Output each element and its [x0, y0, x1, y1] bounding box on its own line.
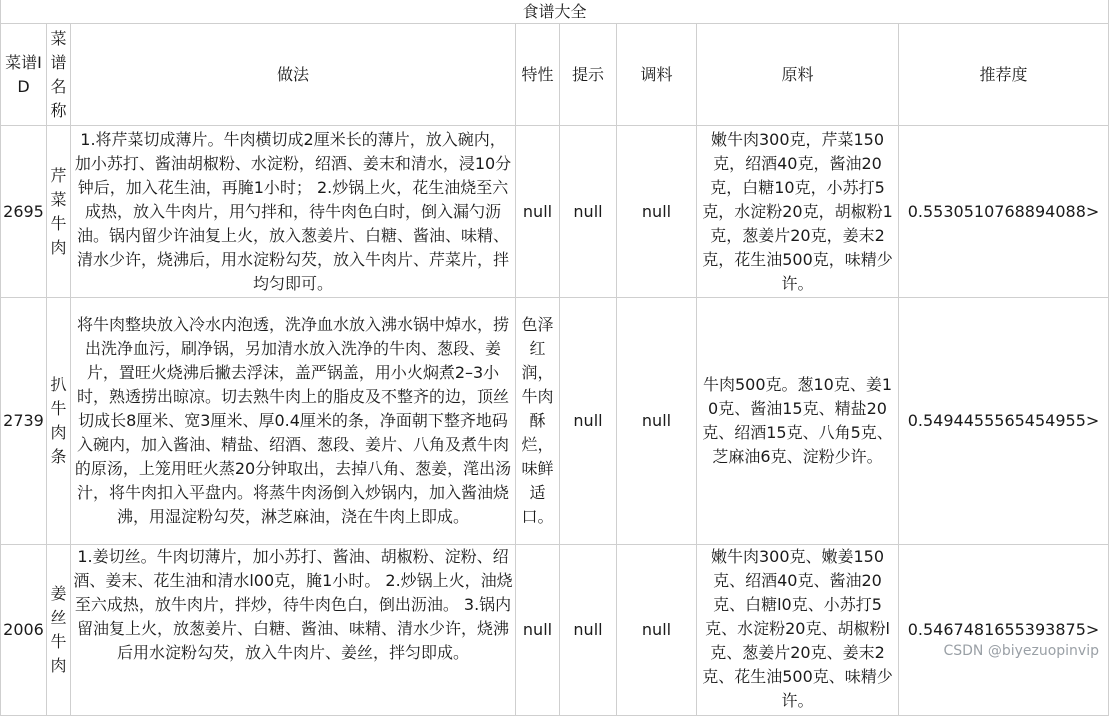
cell-recipe-id: 2739	[1, 298, 47, 545]
header-seasoning: 调料	[617, 24, 697, 126]
cell-method: 1.将芹菜切成薄片。牛肉横切成2厘米长的薄片，放入碗内，加小苏打、酱油胡椒粉、水淀粉，绍酒、姜末和清水，浸10分钟后，加入花生油，再腌1小时； 2.炒锅上火，花生油烧至六成热，放入牛肉片，用勺拌和，待牛肉色白时，倒入漏勺沥油。锅内留少许油复上火，放入葱姜片、白糖、酱油、味精、清水少许，烧沸后，用水淀粉勾芡，放入牛肉片、芹菜片，拌均匀即可。	[71, 126, 516, 298]
cell-feature: null	[516, 545, 560, 716]
cell-recommendation: 0.5494455565454955>	[899, 298, 1109, 545]
cell-method: 1.姜切丝。牛肉切薄片，加小苏打、酱油、胡椒粉、淀粉、绍酒、姜末、花生油和清水l00克，腌1小时。 2.炒锅上火，油烧至六成热，放牛肉片，拌炒，待牛肉色白，倒出沥油。 3.锅内留油复上火，放葱姜片、白糖、酱油、味精、清水少许，烧沸后用水淀粉勾芡，放入牛肉片、姜丝，拌匀即成。	[71, 545, 516, 716]
header-ingredients: 原料	[697, 24, 899, 126]
cell-recommendation: 0.5467481655393875>	[899, 545, 1109, 716]
cell-recipe-name: 扒牛肉条	[47, 298, 71, 545]
watermark: CSDN @biyezuopinvip	[943, 643, 1099, 659]
cell-feature: 色泽红润，牛肉酥烂，味鲜适口。	[516, 298, 560, 545]
cell-tip: null	[560, 298, 617, 545]
cell-feature: null	[516, 126, 560, 298]
cell-seasoning: null	[617, 126, 697, 298]
cell-seasoning: null	[617, 298, 697, 545]
header-recipe-name: 菜谱名称	[47, 24, 71, 126]
cell-ingredients: 嫩牛肉300克、嫩姜150克、绍酒40克、酱油20克、白糖l0克、小苏打5克、水淀粉20克、胡椒粉l克、葱姜片20克、姜末2克、花生油500克、味精少许。	[697, 545, 899, 716]
cell-tip: null	[560, 545, 617, 716]
header-feature: 特性	[516, 24, 560, 126]
cell-recipe-name: 芹菜牛肉	[47, 126, 71, 298]
cell-seasoning: null	[617, 545, 697, 716]
cell-ingredients: 牛肉500克。葱10克、姜10克、酱油15克、精盐20克、绍酒15克、八角5克、芝麻油6克、淀粉少许。	[697, 298, 899, 545]
cell-recipe-id: 2006	[1, 545, 47, 716]
table-row	[1, 545, 1109, 716]
header-tip: 提示	[560, 24, 617, 126]
header-recommendation: 推荐度	[899, 24, 1109, 126]
cell-recipe-name: 姜丝牛肉	[47, 545, 71, 716]
cell-recipe-id: 2695	[1, 126, 47, 298]
cell-ingredients: 嫩牛肉300克，芹菜150克，绍酒40克，酱油20克，白糖10克，小苏打5克，水淀粉20克，胡椒粉1克，葱姜片20克，姜末2克，花生油500克，味精少许。	[697, 126, 899, 298]
table-row	[1, 126, 1109, 298]
table-row	[1, 298, 1109, 545]
header-recipe-id: 菜谱ID	[1, 24, 47, 126]
cell-method: 将牛肉整块放入冷水内泡透，洗净血水放入沸水锅中焯水，捞出洗净血污，刷净锅，另加清水放入洗净的牛肉、葱段、姜片，置旺火烧沸后撇去浮沫，盖严锅盖，用小火焖煮2–3小时，熟透捞出晾凉。切去熟牛肉上的脂皮及不整齐的边，顶丝切成长8厘米、宽3厘米、厚0.4厘米的条，净面朝下整齐地码入碗内，加入酱油、精盐、绍酒、葱段、姜片、八角及煮牛肉的原汤，上笼用旺火蒸20分钟取出，去掉八角、葱姜，滗出汤汁，将牛肉扣入平盘内。将蒸牛肉汤倒入炒锅内，加入酱油烧沸，用湿淀粉勾芡，淋芝麻油，浇在牛肉上即成。	[71, 298, 516, 545]
cell-recommendation: 0.5530510768894088>	[899, 126, 1109, 298]
table-title: 食谱大全	[1, 0, 1109, 24]
header-method: 做法	[71, 24, 516, 126]
cell-tip: null	[560, 126, 617, 298]
